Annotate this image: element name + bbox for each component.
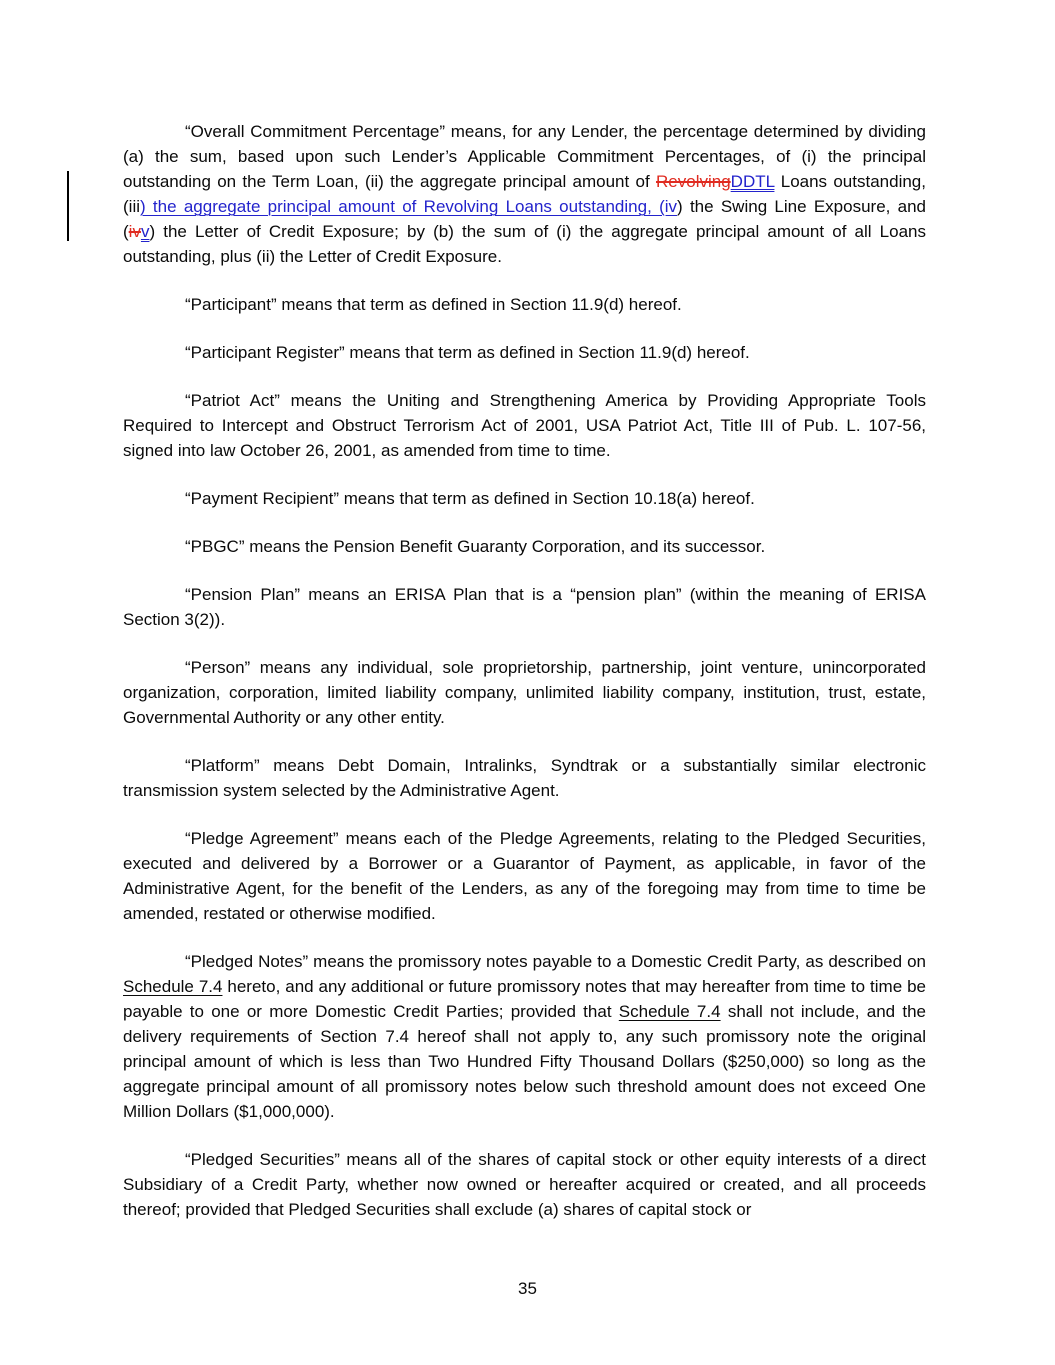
text-run: shall not include, and the delivery requirements of Section 7.4 hereof shall not apply to, any such promissory note the original principal amount of which is less than Two Hundred Fifty Thousand Dollars ($250,000) so long as the aggregate principal amount of all promissory notes below such threshold amount does not exceed One Million Dollars ($1,000,000). bbox=[123, 1002, 926, 1121]
paragraph-platform bbox=[123, 753, 926, 803]
text-run: “Pension Plan” means an ERISA Plan that is a “pension plan” (within the meaning of ERISA Section 3(2)). bbox=[123, 585, 926, 629]
paragraph-overall-commitment-percentage bbox=[123, 119, 926, 269]
text-run: “Person” means any individual, sole proprietorship, partnership, joint venture, unincorporated organization, corporation, limited liability company, unlimited liability company, institution, trust, estate, Governmental Authority or any other entity. bbox=[123, 658, 926, 727]
text-run-ins2: v bbox=[140, 222, 150, 241]
text-run-ins2: DDTL bbox=[730, 172, 775, 191]
text-run-u: Schedule 7.4 bbox=[618, 1002, 721, 1021]
text-run: “PBGC” means the Pension Benefit Guaranty Corporation, and its successor. bbox=[185, 537, 766, 556]
paragraph-patriot-act bbox=[123, 388, 926, 463]
text-run: “Pledged Securities” means all of the shares of capital stock or other equity interests of a direct Subsidiary of a Credit Party, whether now owned or hereafter acquired or created, and all proceeds thereof; provided that Pledged Securities shall exclude (a) shares of capital stock or bbox=[123, 1150, 926, 1219]
page-number: 35 bbox=[518, 1279, 537, 1298]
text-run: “Participant” means that term as defined in Section 11.9(d) hereof. bbox=[185, 295, 682, 314]
paragraph-pbgc bbox=[123, 534, 926, 559]
text-run: Loans outstanding, (iii bbox=[123, 172, 926, 216]
text-run: “Pledged Notes” means the promissory notes payable to a Domestic Credit Party, as described on bbox=[185, 952, 926, 971]
text-run: “Participant Register” means that term as defined in Section 11.9(d) hereof. bbox=[185, 343, 750, 362]
text-run: ) the Swing Line Exposure, and ( bbox=[123, 197, 927, 241]
text-run: “Payment Recipient” means that term as defined in Section 10.18(a) hereof. bbox=[185, 489, 755, 508]
text-run-del: iv bbox=[128, 222, 141, 241]
text-run: “Pledge Agreement” means each of the Pledge Agreements, relating to the Pledged Securities, executed and delivered by a Borrower or a Guarantor of Payment, as applicable, in favor of the Administrative Agent, for the benefit of the Lenders, as any of the foregoing may from time to time be amended, restated or otherwise modified. bbox=[123, 829, 926, 923]
paragraph-pledged-notes bbox=[123, 949, 926, 1124]
paragraph-pledge-agreement bbox=[123, 826, 926, 926]
text-run-ins: ) the aggregate principal amount of Revolving Loans outstanding, (iv bbox=[140, 197, 678, 216]
paragraph-payment-recipient bbox=[123, 486, 926, 511]
text-run-u: Schedule 7.4 bbox=[123, 977, 223, 996]
paragraph-person bbox=[123, 655, 926, 730]
revision-change-bar bbox=[67, 171, 69, 241]
paragraph-participant-register bbox=[123, 340, 926, 365]
text-run: hereto, and any additional or future promissory notes that may hereafter from time to time be payable to one or more Domestic Credit Parties; provided that bbox=[123, 977, 927, 1021]
text-run: “Patriot Act” means the Uniting and Strengthening America by Providing Appropriate Tools Required to Intercept and Obstruct Terrorism Act of 2001, USA Patriot Act, Title III of Pub. L. 107-56, signed into law October 26, 2001, as amended from time to time. bbox=[123, 391, 926, 460]
document-body bbox=[123, 119, 926, 1245]
text-run: “Platform” means Debt Domain, Intralinks, Syndtrak or a substantially similar electronic transmission system selected by the Administrative Agent. bbox=[123, 756, 926, 800]
paragraph-pledged-securities bbox=[123, 1147, 926, 1222]
text-run-del: Revolving bbox=[656, 172, 731, 191]
paragraph-participant bbox=[123, 292, 926, 317]
text-run: “Overall Commitment Percentage” means, for any Lender, the percentage determined by dividing (a) the sum, based upon such Lender’s Applicable Commitment Percentages, of (i) the principal outstanding on the Term Loan, (ii) the aggregate principal amount of bbox=[123, 122, 926, 191]
paragraph-pension-plan bbox=[123, 582, 926, 632]
text-run: ) the Letter of Credit Exposure; by (b) the sum of (i) the aggregate principal amount of all Loans outstanding, plus (ii) the Letter of Credit Exposure. bbox=[123, 222, 926, 266]
